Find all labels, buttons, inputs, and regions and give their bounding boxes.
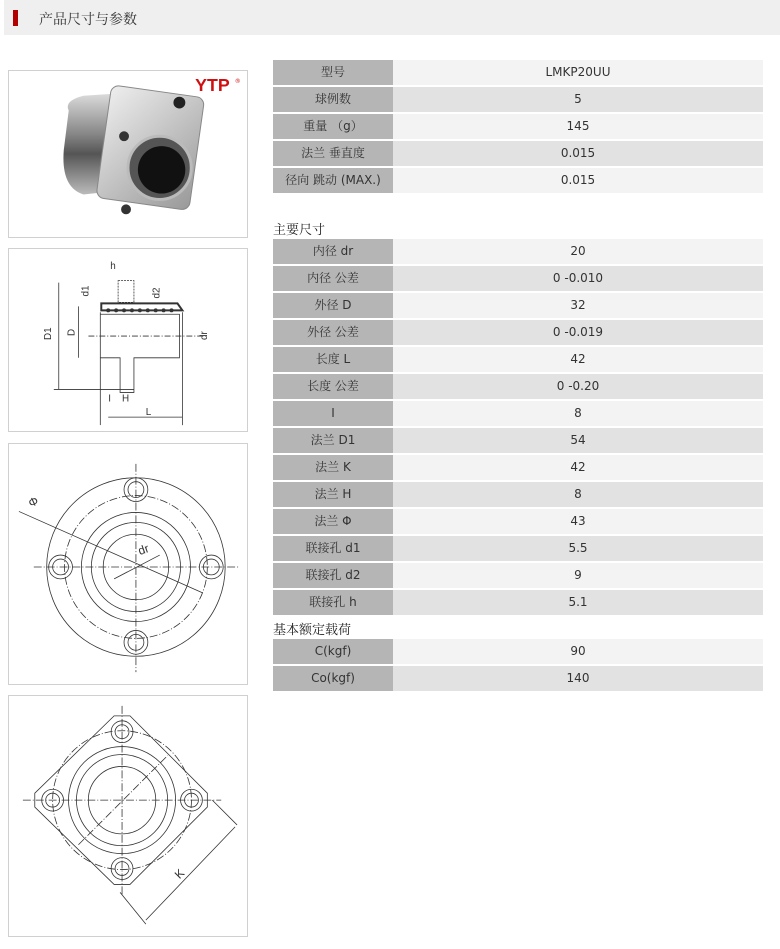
row-value: 90 <box>393 639 763 664</box>
row-value: 140 <box>393 666 763 691</box>
square-flange-drawing <box>8 695 248 937</box>
svg-text:dr: dr <box>136 541 151 558</box>
table-row <box>273 168 763 193</box>
row-label: 法兰 Φ <box>273 509 393 534</box>
row-label: 法兰 D1 <box>273 428 393 453</box>
basic-spec-table <box>273 60 763 195</box>
table-row <box>273 401 763 426</box>
svg-text:d2: d2 <box>151 287 163 299</box>
svg-text:d1: d1 <box>80 285 92 297</box>
svg-text:®: ® <box>234 78 241 85</box>
table-row <box>273 536 763 561</box>
table-row <box>273 374 763 399</box>
row-value: 0.015 <box>393 168 763 193</box>
row-label: 内径 公差 <box>273 266 393 291</box>
row-value: 145 <box>393 114 763 139</box>
row-label: 球例数 <box>273 87 393 112</box>
table-row <box>273 320 763 345</box>
table-row <box>273 639 763 664</box>
table-row <box>273 266 763 291</box>
svg-text:H: H <box>122 393 130 405</box>
row-label: 外径 公差 <box>273 320 393 345</box>
table-row <box>273 482 763 507</box>
load-rating-table <box>273 639 763 693</box>
row-label: C(kgf) <box>273 639 393 664</box>
row-value: 8 <box>393 401 763 426</box>
row-value: 0 -0.20 <box>393 374 763 399</box>
round-flange-drawing <box>8 443 248 685</box>
table-row <box>273 87 763 112</box>
svg-text:dr: dr <box>199 331 211 340</box>
main-dims-title: 主要尺寸 <box>273 223 326 238</box>
row-label: 型号 <box>273 60 393 85</box>
table-row <box>273 60 763 85</box>
svg-text:h: h <box>110 260 116 272</box>
row-value: 5 <box>393 87 763 112</box>
table-row <box>273 141 763 166</box>
round-flange-icon <box>9 444 247 684</box>
main-dims-table <box>273 239 763 617</box>
section-title: 产品尺寸与参数 <box>39 12 137 28</box>
row-label: 联接孔 h <box>273 590 393 615</box>
bearing-photo-icon <box>9 71 247 237</box>
row-label: 法兰 垂直度 <box>273 141 393 166</box>
svg-text:Φ: Φ <box>26 493 41 511</box>
row-value: 32 <box>393 293 763 318</box>
row-value: LMKP20UU <box>393 60 763 85</box>
product-photo <box>8 70 248 238</box>
table-row <box>273 590 763 615</box>
row-value: 43 <box>393 509 763 534</box>
header-accent-bar <box>13 10 18 26</box>
row-label: 外径 D <box>273 293 393 318</box>
table-row <box>273 428 763 453</box>
row-label: 法兰 H <box>273 482 393 507</box>
row-value: 42 <box>393 347 763 372</box>
table-row <box>273 455 763 480</box>
table-row <box>273 347 763 372</box>
row-label: 内径 dr <box>273 239 393 264</box>
table-row <box>273 293 763 318</box>
svg-text:D: D <box>66 328 78 337</box>
row-label: Co(kgf) <box>273 666 393 691</box>
table-row <box>273 239 763 264</box>
row-value: 42 <box>393 455 763 480</box>
svg-text:K: K <box>171 866 188 882</box>
row-value: 20 <box>393 239 763 264</box>
row-value: 0.015 <box>393 141 763 166</box>
side-view-icon <box>9 249 247 431</box>
table-row <box>273 563 763 588</box>
brand-logo: YTP <box>195 74 230 95</box>
row-label: 径向 跳动 (MAX.) <box>273 168 393 193</box>
square-flange-icon <box>9 696 247 936</box>
side-section-drawing <box>8 248 248 432</box>
svg-text:I: I <box>108 393 111 405</box>
table-row <box>273 509 763 534</box>
row-label: 重量 （g） <box>273 114 393 139</box>
row-value: 0 -0.019 <box>393 320 763 345</box>
row-value: 5.1 <box>393 590 763 615</box>
row-value: 54 <box>393 428 763 453</box>
row-label: 长度 L <box>273 347 393 372</box>
row-label: 联接孔 d1 <box>273 536 393 561</box>
row-value: 5.5 <box>393 536 763 561</box>
table-row <box>273 666 763 691</box>
svg-text:D1: D1 <box>42 327 54 340</box>
row-label: I <box>273 401 393 426</box>
row-value: 8 <box>393 482 763 507</box>
table-row <box>273 114 763 139</box>
section-header <box>4 0 780 35</box>
row-value: 9 <box>393 563 763 588</box>
load-rating-title: 基本额定载荷 <box>273 623 352 638</box>
row-label: 联接孔 d2 <box>273 563 393 588</box>
row-value: 0 -0.010 <box>393 266 763 291</box>
row-label: 长度 公差 <box>273 374 393 399</box>
svg-text:L: L <box>145 407 152 419</box>
row-label: 法兰 K <box>273 455 393 480</box>
